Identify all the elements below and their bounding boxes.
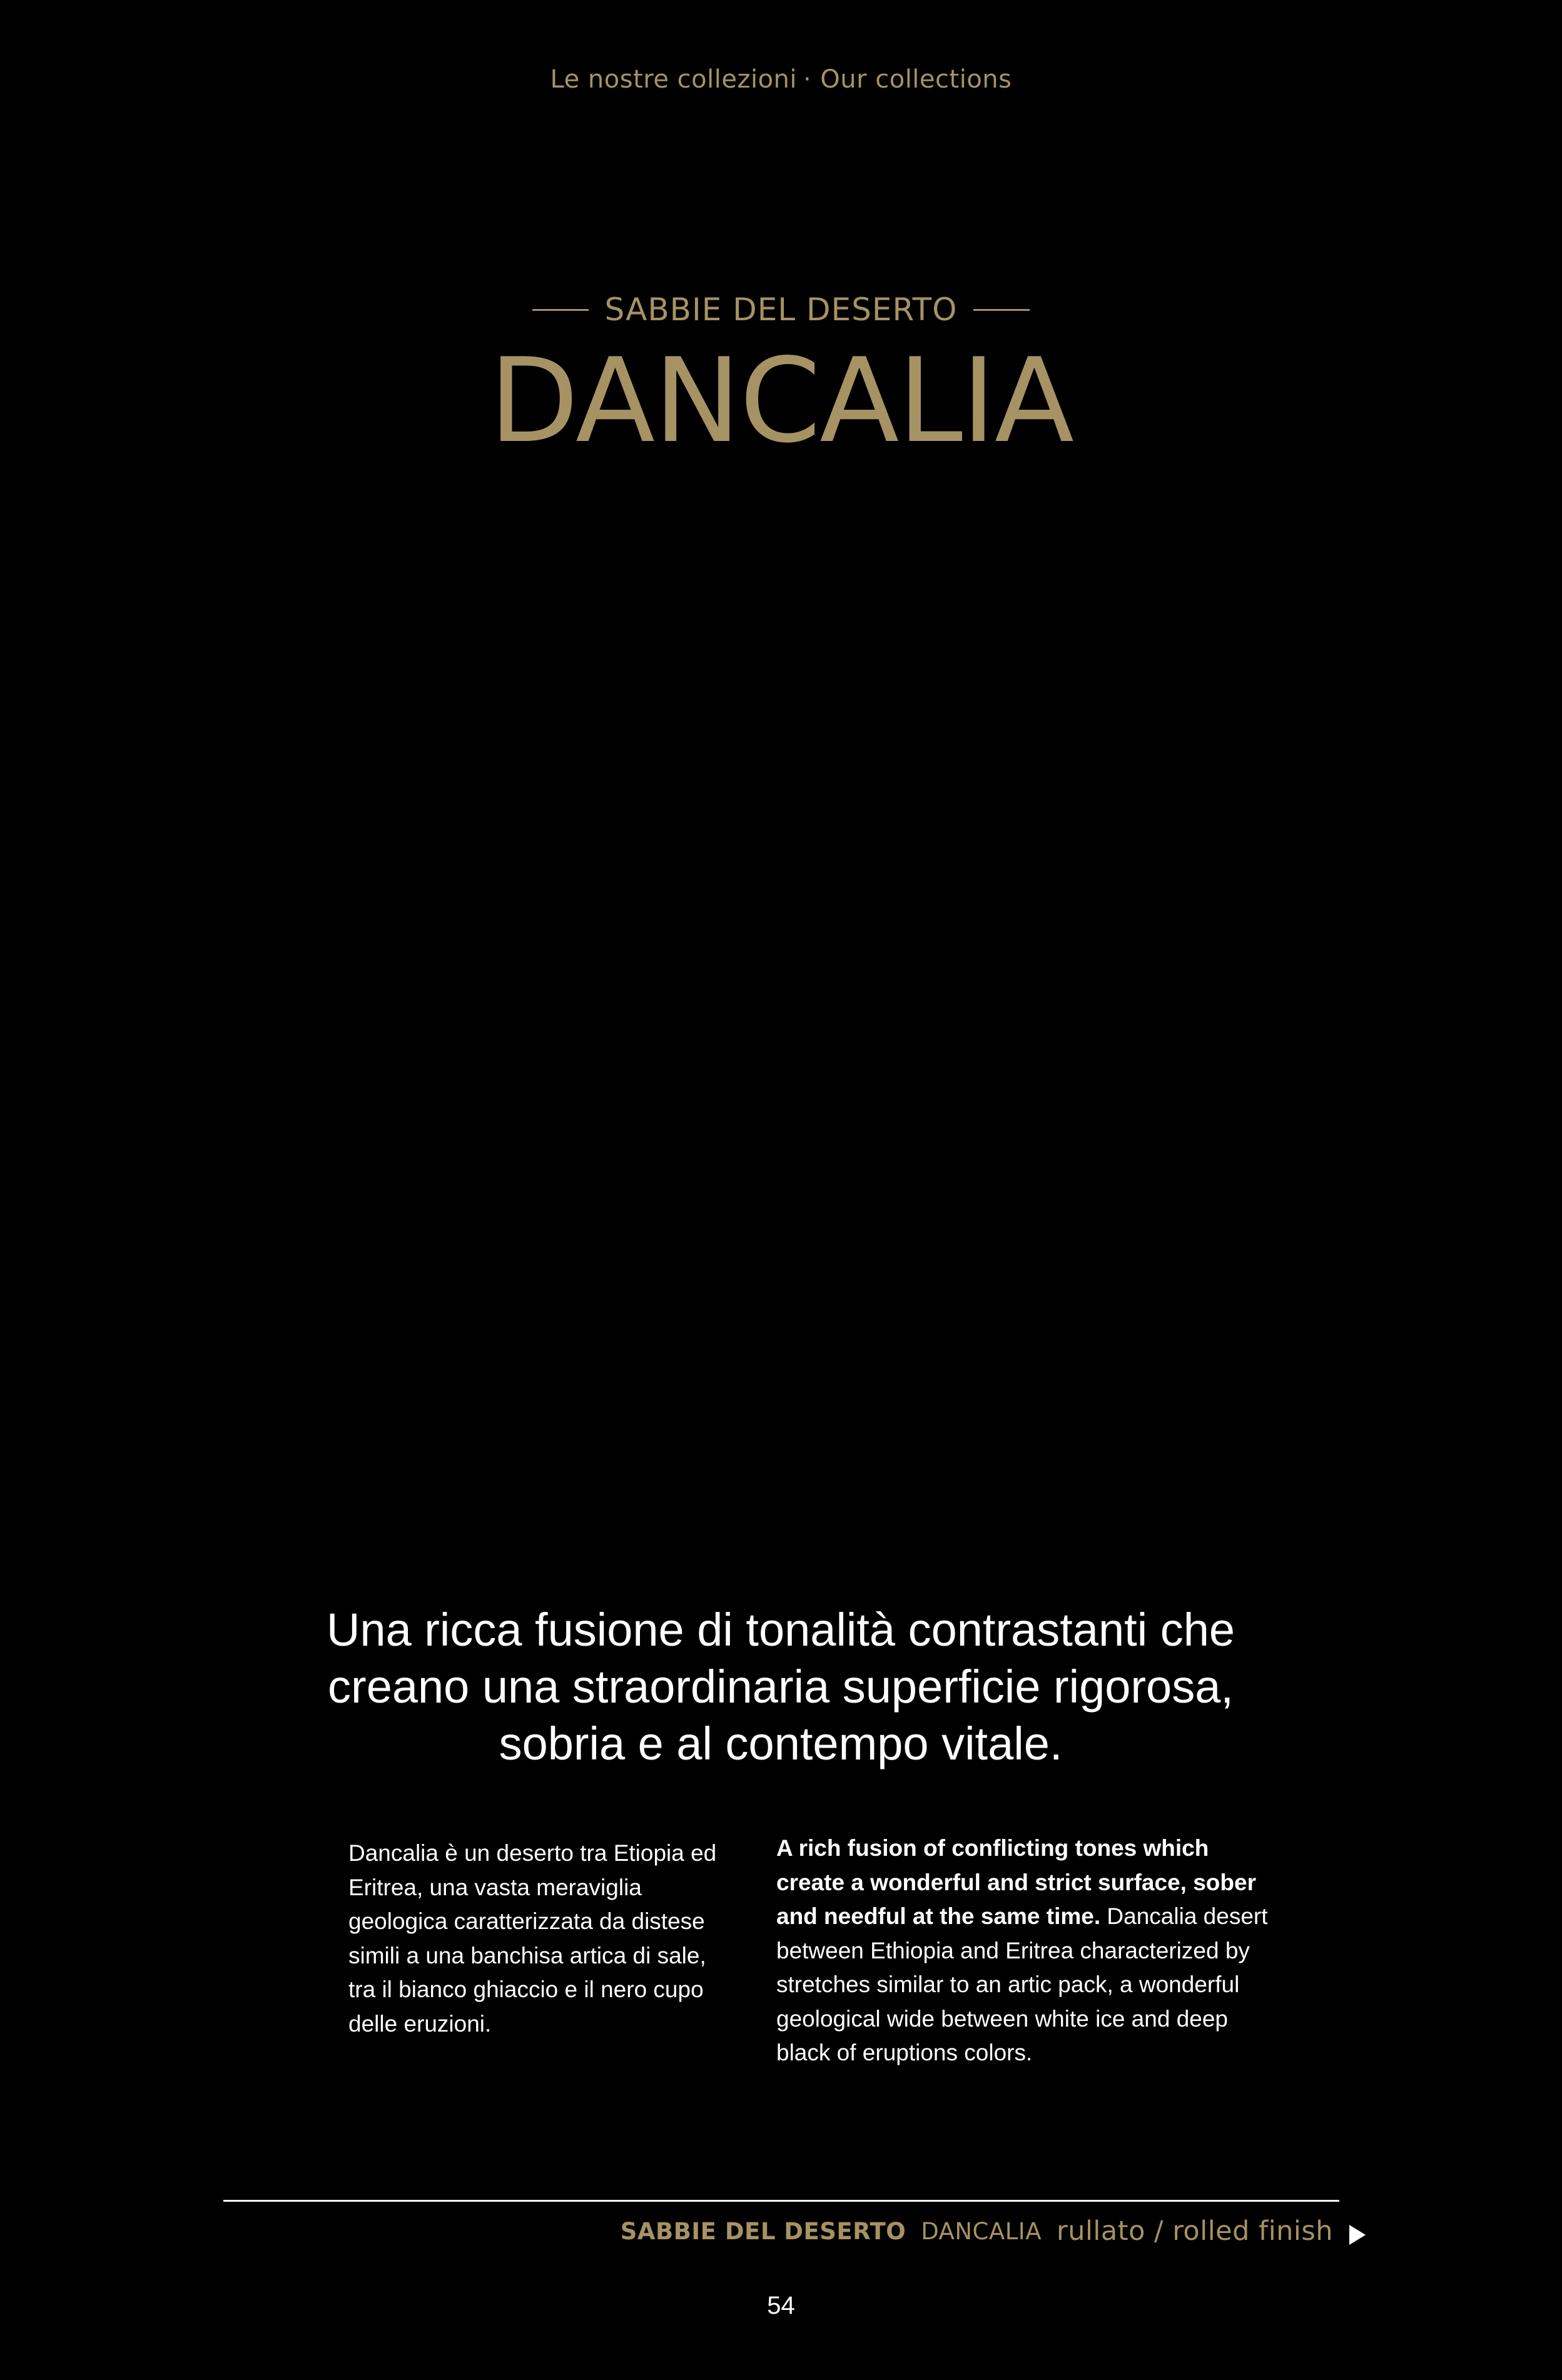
collection-eyebrow (0, 291, 1562, 328)
eyebrow-rule-right (973, 309, 1030, 311)
breadcrumb-separator: · (803, 65, 812, 94)
breadcrumb (0, 65, 1562, 94)
breadcrumb-english: Our collections (820, 65, 1012, 94)
collection-name: SABBIE DEL DESERTO (604, 291, 958, 328)
product-title: DANCALIA (489, 333, 1073, 468)
description-english-body: Dancalia desert between Ethiopia and Eritrea characterized by stretches similar to an artic pack, a wonderful geological wide between white ice and deep black of eruptions colors. (776, 1903, 1268, 2065)
description-english-lead: A rich fusion of conflicting tones which create a wonderful and strict surface, sober and needful at the same time. (776, 1835, 1256, 1929)
play-arrow-icon[interactable] (1349, 2225, 1366, 2245)
breadcrumb-italian: Le nostre collezioni (550, 65, 798, 94)
page-number: 54 (767, 2292, 795, 2319)
footer-product-line (621, 2215, 1333, 2247)
eyebrow-rule-left (532, 309, 589, 311)
description-english (776, 1831, 1277, 2070)
footer-divider (223, 2200, 1339, 2202)
footer-finish: rullato / rolled finish (1057, 2215, 1333, 2247)
headline: Una ricca fusione di tonalità contrastanti che creano una straordinaria superficie rigorosa, sobria e al contempo vitale. (326, 1604, 1235, 1770)
footer-product: DANCALIA (921, 2217, 1042, 2245)
description-italian: Dancalia è un deserto tra Etiopia ed Eritrea, una vasta meraviglia geologica caratterizzata da distese simili a una banchisa artica di sale, tra il bianco ghiaccio e il nero cupo delle eruzioni. (348, 1840, 717, 2037)
footer-collection: SABBIE DEL DESERTO (620, 2217, 906, 2245)
